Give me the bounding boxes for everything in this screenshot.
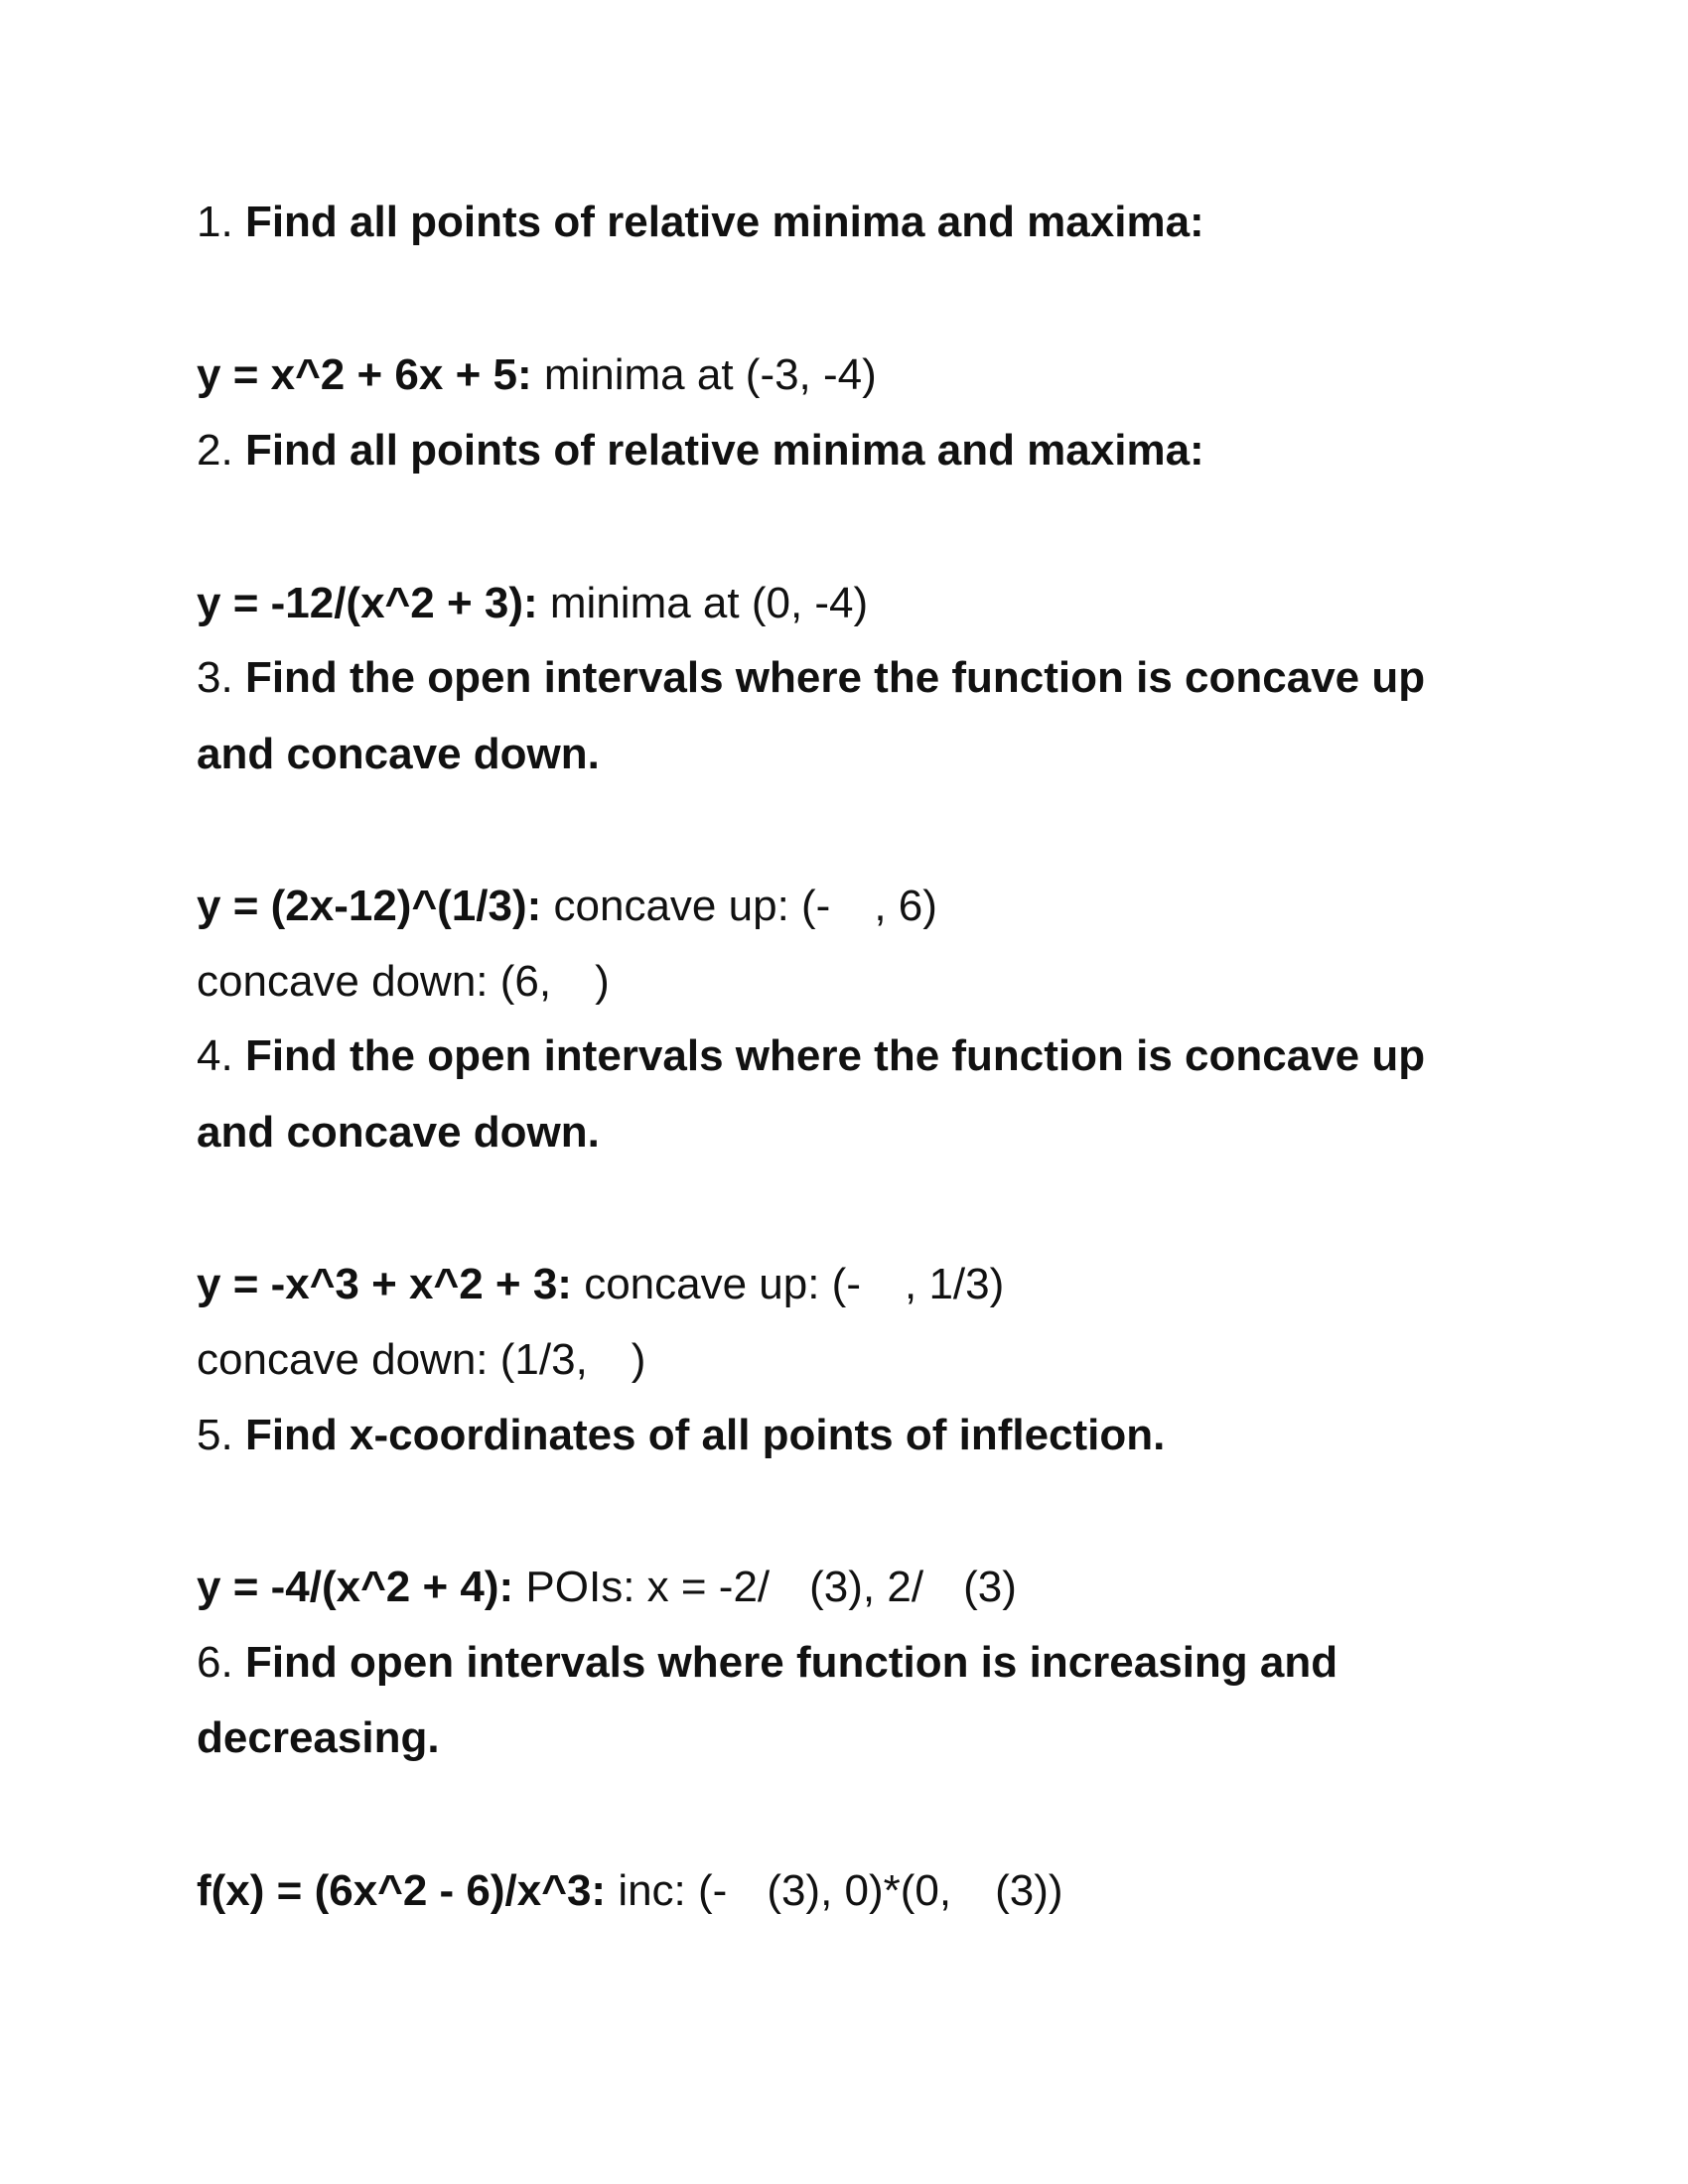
problem-2-question [197, 425, 1204, 477]
problem-2-answer [197, 578, 868, 629]
problem-5-answer-b: (3), 2/ [809, 1563, 924, 1611]
problem-6-question-line-1 [197, 1637, 1337, 1689]
problem-4-question-line-1 [197, 1030, 1425, 1082]
problem-2-question-text: Find all points of relative minima and maxima: [244, 426, 1204, 475]
problem-1-question-text: Find all points of relative minima and maxima: [244, 198, 1204, 246]
problem-1-question [197, 197, 1204, 248]
problem-6-answer-c: (3)) [995, 1866, 1063, 1915]
problem-3-answer-down-b: ) [595, 957, 610, 1006]
problem-4-answer-down [197, 1334, 645, 1386]
problem-6-answer-a: inc: (- [618, 1866, 728, 1915]
problem-6-equation: f(x) = (6x^2 - 6)/x^3: [197, 1866, 607, 1915]
problem-5-number: 5. [197, 1411, 233, 1459]
problem-3-answer-up-a: concave up: (- [553, 882, 831, 930]
problem-3-answer-up-b: , 6) [874, 882, 937, 930]
problem-6-number: 6. [197, 1638, 233, 1687]
problem-4-answer-down-b: ) [631, 1335, 646, 1384]
problem-3-question-line-1 [197, 652, 1425, 704]
problem-2-answer-text: minima at (0, -4) [549, 579, 869, 627]
problem-2-equation: y = -12/(x^2 + 3): [197, 579, 538, 627]
problem-3-answer-up [197, 881, 937, 932]
problem-3-equation: y = (2x-12)^(1/3): [197, 882, 542, 930]
problem-4-number: 4. [197, 1031, 233, 1080]
problem-6-question-text-1: Find open intervals where function is increasing and [244, 1638, 1338, 1687]
problem-3-answer-down-a: concave down: (6, [197, 957, 552, 1006]
problem-1-answer-text: minima at (-3, -4) [543, 350, 877, 399]
problem-6-question-line-2: decreasing. [197, 1713, 440, 1762]
problem-5-question [197, 1410, 1165, 1461]
problem-5-answer [197, 1562, 1017, 1613]
problem-4-question-line-2: and concave down. [197, 1108, 600, 1157]
problem-4-answer-down-a: concave down: (1/3, [197, 1335, 588, 1384]
problem-4-answer-up-a: concave up: (- [584, 1260, 861, 1308]
problem-2-number: 2. [197, 426, 233, 475]
problem-4-answer-up-b: , 1/3) [905, 1260, 1005, 1308]
problem-4-question-text-1: Find the open intervals where the function is concave up [244, 1031, 1426, 1080]
problem-4-equation: y = -x^3 + x^2 + 3: [197, 1260, 572, 1308]
problem-1-answer [197, 349, 877, 401]
problem-4-answer-up [197, 1259, 1004, 1310]
problem-3-number: 3. [197, 653, 233, 702]
problem-3-question-line-2: and concave down. [197, 730, 600, 778]
problem-5-equation: y = -4/(x^2 + 4): [197, 1563, 514, 1611]
problem-5-question-text: Find x-coordinates of all points of inflection. [244, 1411, 1166, 1459]
problem-5-answer-a: POIs: x = -2/ [525, 1563, 771, 1611]
problem-3-question-text-1: Find the open intervals where the function is concave up [244, 653, 1426, 702]
problem-1-number: 1. [197, 198, 233, 246]
problem-6-answer [197, 1865, 1063, 1917]
problem-3-answer-down [197, 956, 610, 1008]
problem-1-equation: y = x^2 + 6x + 5: [197, 350, 532, 399]
problem-5-answer-c: (3) [963, 1563, 1017, 1611]
problem-6-answer-b: (3), 0)*(0, [767, 1866, 952, 1915]
